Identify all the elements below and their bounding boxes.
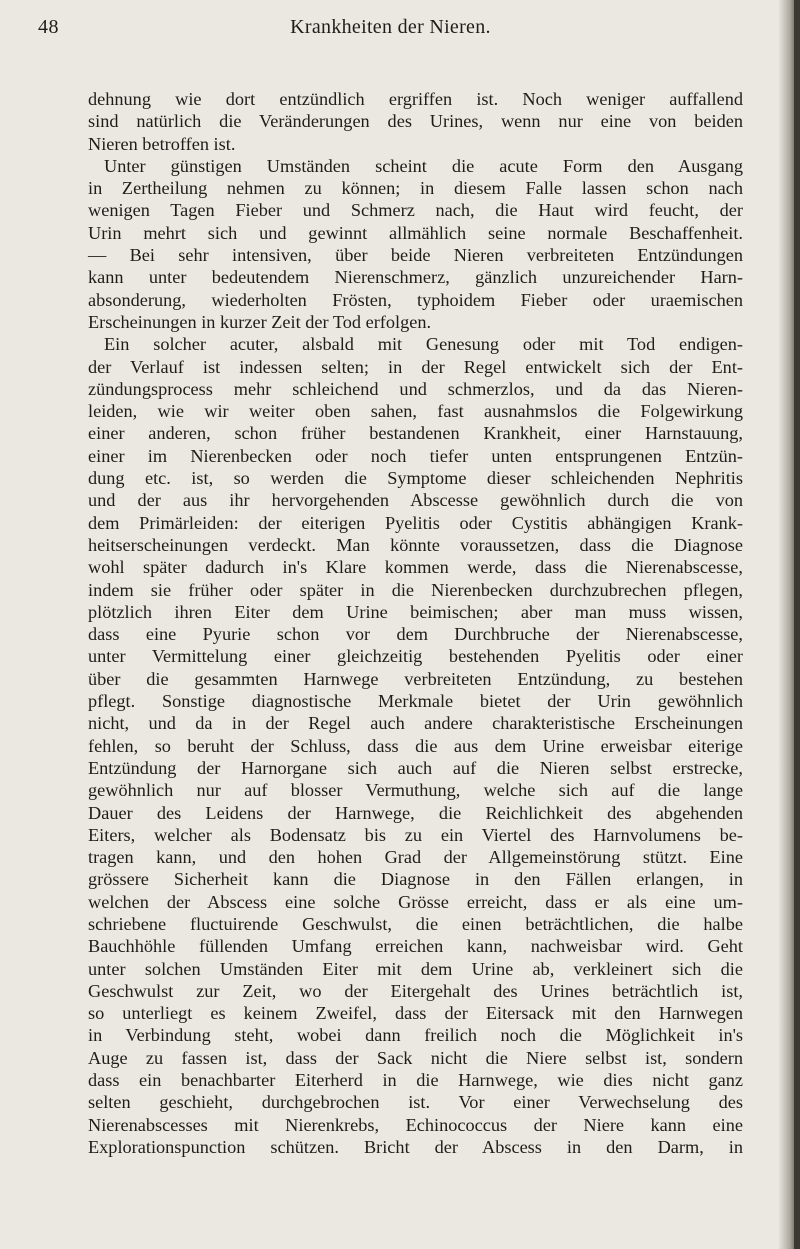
text-line: indem sie früher oder später in die Nierenbecken durchzubrechen pflegen, (88, 579, 743, 600)
text-line: in Verbindung steht, wobei dann freilich noch die Möglichkeit in's (88, 1025, 743, 1046)
text-line: heitserscheinungen verdeckt. Man könnte voraussetzen, dass die Diagnose (88, 534, 743, 555)
text-line: nicht, und da in der Regel auch andere charakteristische Erscheinungen (88, 713, 743, 734)
page-number: 48 (38, 16, 59, 38)
text-line: und der aus ihr hervorgehenden Abscesse gewöhnlich durch die von (88, 490, 743, 511)
text-line: Explorationspunction schützen. Bricht der Abscess in den Darm, in (88, 1136, 743, 1157)
text-line: — Bei sehr intensiven, über beide Nieren verbreiteten Entzündungen (88, 245, 743, 266)
text-line: zündungsprocess mehr schleichend und schmerzlos, und da das Nieren- (88, 378, 743, 399)
text-line: absonderung, wiederholten Frösten, typhoidem Fieber oder uraemischen (88, 289, 743, 310)
text-line: so unterliegt es keinem Zweifel, dass der Eitersack mit den Harnwegen (88, 1003, 743, 1024)
text-line: schriebene fluctuirende Geschwulst, die einen beträchtlichen, die halbe (88, 913, 743, 934)
text-line: gewöhnlich nur auf blosser Vermuthung, welche sich auf die lange (88, 780, 743, 801)
text-line: Eiters, welcher als Bodensatz bis zu ein Viertel des Harnvolumens be- (88, 824, 743, 845)
text-line: leiden, wie wir weiter oben sahen, fast ausnahmslos die Folgewirkung (88, 401, 743, 422)
text-line: Nierenabscesses mit Nierenkrebs, Echinococcus der Niere kann eine (88, 1114, 743, 1135)
text-line: über die gesammten Harnwege verbreiteten Entzündung, zu bestehen (88, 668, 743, 689)
text-line: selten geschieht, durchgebrochen ist. Vor einer Verwechselung des (88, 1092, 743, 1113)
text-line: dass eine Pyurie schon vor dem Durchbruche der Nierenabscesse, (88, 624, 743, 645)
text-line: der Verlauf ist indessen selten; in der Regel entwickelt sich der Ent- (88, 356, 743, 377)
text-line: Auge zu fassen ist, dass der Sack nicht die Niere selbst ist, sondern (88, 1047, 743, 1068)
text-line: Dauer des Leidens der Harnwege, die Reichlichkeit des abgehenden (88, 802, 743, 823)
text-line: grössere Sicherheit kann die Diagnose in den Fällen erlangen, in (88, 869, 743, 890)
text-line: dehnung wie dort entzündlich ergriffen ist. Noch weniger auffallend (88, 89, 743, 109)
text-line: tragen kann, und den hohen Grad der Allgemeinstörung stützt. Eine (88, 847, 743, 868)
text-line: Unter günstigen Umständen scheint die acute Form den Ausgang (104, 155, 743, 176)
text-line: Ein solcher acuter, alsbald mit Genesung oder mit Tod endigen- (104, 334, 743, 355)
text-line: unter solchen Umständen Eiter mit dem Urine ab, verkleinert sich die (88, 958, 743, 979)
text-line: wohl später dadurch in's Klare kommen werde, dass die Nierenabscesse, (88, 557, 743, 578)
page-header (38, 16, 743, 56)
text-line: wenigen Tagen Fieber und Schmerz nach, die Haut wird feucht, der (88, 200, 743, 221)
text-line: kann unter bedeutendem Nierenschmerz, gänzlich unzureichender Harn- (88, 267, 743, 288)
text-line: dem Primärleiden: der eiterigen Pyelitis oder Cystitis abhängigen Krank- (88, 512, 743, 533)
text-line: in Zertheilung nehmen zu können; in diesem Falle lassen schon nach (88, 178, 743, 199)
text-line: plötzlich ihren Eiter dem Urine beimischen; aber man muss wissen, (88, 601, 743, 622)
text-line: Bauchhöhle füllenden Umfang erreichen kann, nachweisbar wird. Geht (88, 936, 743, 957)
text-line: Urin mehrt sich und gewinnt allmählich seine normale Beschaffenheit. (88, 222, 743, 243)
text-line: Erscheinungen in kurzer Zeit der Tod erfolgen. (88, 311, 432, 332)
text-line: dung etc. ist, so werden die Symptome dieser schleichenden Nephritis (88, 468, 743, 489)
text-line: einer anderen, schon früher bestandenen Krankheit, einer Harnstauung, (88, 423, 743, 444)
page-edge (794, 0, 800, 1249)
text-line: dass ein benachbarter Eiterherd in die Harnwege, wie dies nicht ganz (88, 1070, 743, 1091)
text-line: pflegt. Sonstige diagnostische Merkmale bietet der Urin gewöhnlich (88, 691, 743, 712)
running-head: Krankheiten der Nieren. (290, 16, 491, 38)
text-line: Entzündung der Harnorgane sich auch auf die Nieren selbst erstrecke, (88, 757, 743, 778)
text-line: sind natürlich die Veränderungen des Urines, wenn nur eine von beiden (88, 111, 743, 132)
text-line: einer im Nierenbecken oder noch tiefer unten entsprungenen Entzün- (88, 445, 743, 466)
text-line: Nieren betroffen ist. (88, 133, 236, 154)
text-line: Geschwulst zur Zeit, wo der Eitergehalt des Urines beträchtlich ist, (88, 980, 743, 1001)
text-line: unter Vermittelung einer gleichzeitig bestehenden Pyelitis oder einer (88, 646, 743, 667)
body-text (88, 88, 743, 1158)
text-line: welchen der Abscess eine solche Grösse erreicht, dass er als eine um- (88, 891, 743, 912)
text-line: fehlen, so beruht der Schluss, dass die aus dem Urine erweisbar eiterige (88, 735, 743, 756)
